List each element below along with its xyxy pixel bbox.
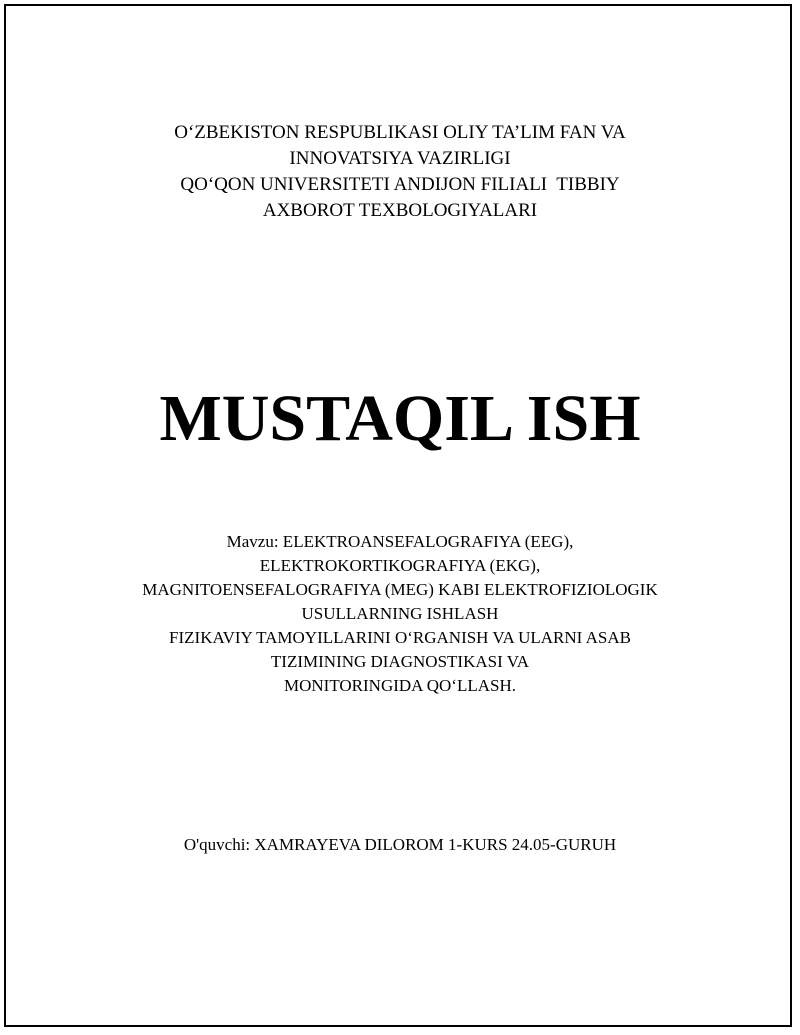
institution-header	[0, 120, 800, 224]
topic-line-7: MONITORINGIDA QO‘LLASH.	[283, 676, 516, 695]
topic-line-2: ELEKTROKORTIKOGRAFIYA (EKG),	[259, 556, 541, 575]
topic-line-5: FIZIKAVIY TAMOYILLARINI O‘RGANISH VA ULARNI ASAB	[169, 628, 631, 647]
topic-line-3: MAGNITOENSEFALOGRAFIYA (MEG) KABI ELEKTROFIZIOLOGIK	[142, 580, 658, 599]
header-line-2: INNOVATSIYA VAZIRLIGI	[289, 148, 511, 169]
student-info: O'quvchi: XAMRAYEVA DILOROM 1-KURS 24.05-GURUH	[183, 835, 617, 854]
topic-line-1: Mavzu: ELEKTROANSEFALOGRAFIYA (EEG),	[226, 532, 574, 551]
header-line-4: AXBOROT TEXBOLOGIYALARI	[262, 200, 538, 221]
topic-line-6: TIZIMINING DIAGNOSTIKASI VA	[270, 652, 530, 671]
header-line-1: O‘ZBEKISTON RESPUBLIKASI OLIY TA’LIM FAN VA	[174, 122, 626, 143]
topic-line-4: USULLARNING ISHLASH	[301, 604, 499, 623]
topic-block	[0, 530, 800, 698]
document-title: MUSTAQIL ISH	[159, 382, 641, 455]
header-line-3: QO‘QON UNIVERSITETI ANDIJON FILIALI TIBBIY	[180, 174, 620, 195]
